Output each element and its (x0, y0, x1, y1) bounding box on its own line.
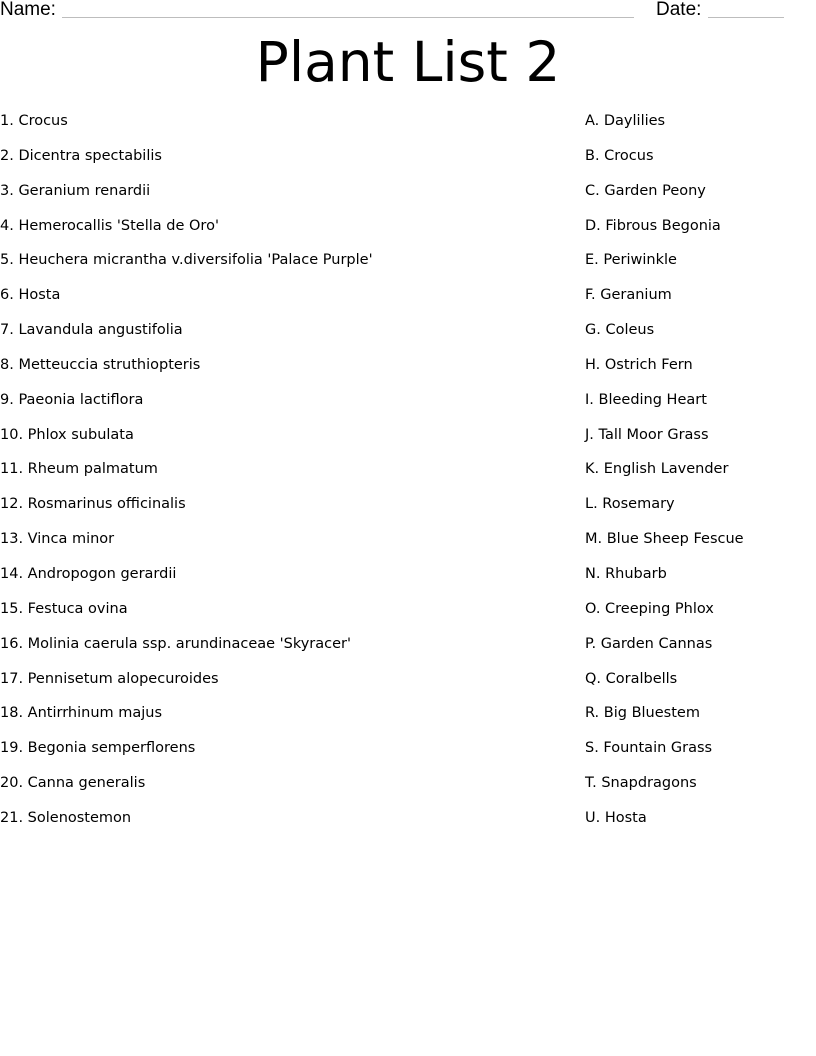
botanical-name-item: 8. Metteuccia struthiopteris (0, 356, 201, 373)
botanical-name-item: 2. Dicentra spectabilis (0, 147, 162, 164)
botanical-name-item: 11. Rheum palmatum (0, 461, 158, 478)
date-blank-line (708, 17, 784, 18)
botanical-name-item: 13. Vinca minor (0, 531, 115, 548)
common-name-item: Q. Coralbells (585, 670, 678, 687)
worksheet-header (0, 0, 816, 24)
common-name-item: N. Rhubarb (585, 565, 667, 582)
common-name-item: B. Crocus (585, 147, 654, 164)
common-name-item: R. Big Bluestem (585, 705, 700, 722)
botanical-name-item: 1. Crocus (0, 113, 68, 129)
common-name-item: H. Ostrich Fern (585, 356, 693, 373)
botanical-name-item: 3. Geranium renardii (0, 182, 151, 199)
botanical-name-item: 9. Paeonia lactiflora (0, 391, 144, 408)
botanical-name-item: 7. Lavandula angustifolia (0, 322, 183, 339)
common-name-item: J. Tall Moor Grass (585, 426, 709, 443)
botanical-name-item: 14. Andropogon gerardii (0, 565, 177, 582)
botanical-name-item: 19. Begonia semperflorens (0, 740, 196, 757)
botanical-name-item: 6. Hosta (0, 287, 61, 304)
botanical-name-item: 15. Festuca ovina (0, 600, 128, 617)
name-blank-line (62, 17, 634, 18)
common-name-item: T. Snapdragons (585, 775, 697, 792)
common-name-item: L. Rosemary (585, 496, 675, 513)
common-name-item: K. English Lavender (585, 461, 729, 478)
botanical-names-list (0, 110, 560, 842)
common-name-item: E. Periwinkle (585, 252, 677, 269)
botanical-name-item: 21. Solenostemon (0, 809, 132, 826)
botanical-name-item: 10. Phlox subulata (0, 426, 134, 443)
botanical-name-item: 5. Heuchera micrantha v.diversifolia 'Palace Purple' (0, 252, 373, 269)
common-name-item: A. Daylilies (585, 113, 666, 129)
common-names-list (585, 110, 815, 842)
botanical-name-item: 4. Hemerocallis 'Stella de Oro' (0, 217, 219, 234)
botanical-name-item: 12. Rosmarinus officinalis (0, 496, 186, 513)
botanical-name-item: 20. Canna generalis (0, 775, 146, 792)
common-name-item: P. Garden Cannas (585, 635, 713, 652)
date-label: Date: (656, 0, 702, 20)
botanical-name-item: 18. Antirrhinum majus (0, 705, 163, 722)
common-name-item: M. Blue Sheep Fescue (585, 531, 744, 548)
common-name-item: G. Coleus (585, 322, 655, 339)
common-name-item: O. Creeping Phlox (585, 600, 714, 617)
common-name-item: U. Hosta (585, 809, 647, 826)
botanical-name-item: 16. Molinia caerula ssp. arundinaceae 'Skyracer' (0, 635, 351, 652)
common-name-item: F. Geranium (585, 287, 672, 304)
common-name-item: S. Fountain Grass (585, 740, 713, 757)
common-name-item: I. Bleeding Heart (585, 391, 707, 408)
common-name-item: D. Fibrous Begonia (585, 217, 721, 234)
botanical-name-item: 17. Pennisetum alopecuroides (0, 670, 219, 687)
name-label: Name: (0, 0, 56, 20)
common-name-item: C. Garden Peony (585, 182, 706, 199)
page-title: Plant List 2 (255, 30, 561, 94)
